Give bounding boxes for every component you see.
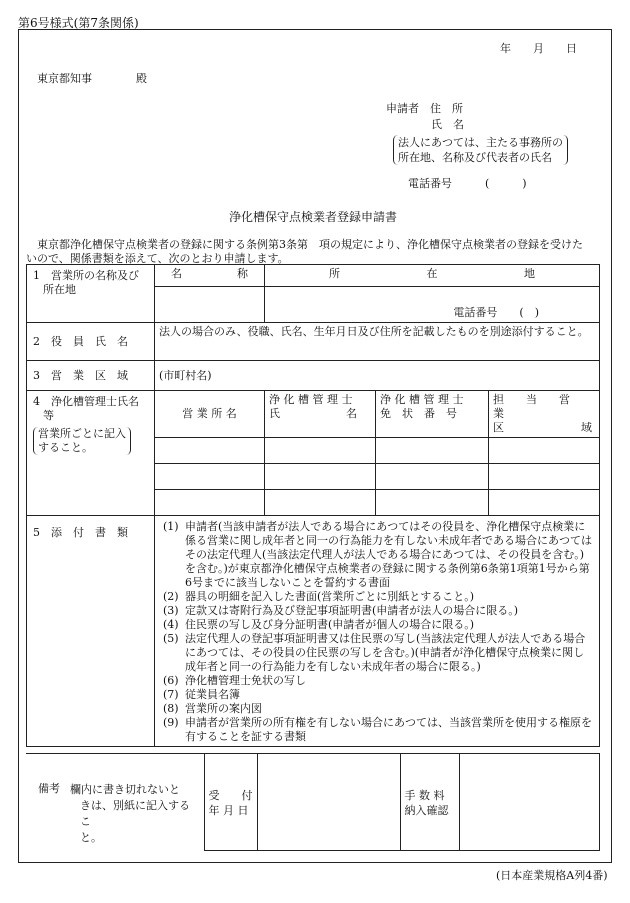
attachment-item (163, 674, 595, 688)
corp-note-line-2: 所在地、名称及び代表者の氏名 (398, 151, 552, 164)
paper-size-note: (日本産業規格A列4番) (496, 869, 608, 882)
attachment-item (163, 590, 595, 604)
manager-cell[interactable] (376, 438, 489, 464)
manager-cell[interactable] (489, 438, 600, 464)
officers-label: 2 役 員 氏 名 (27, 323, 155, 361)
received-date-label (204, 754, 257, 851)
manager-cell[interactable] (265, 490, 376, 516)
applicant-name-label: 氏 名 (431, 118, 464, 131)
applicant-phone: 電話番号 ( ) (408, 177, 527, 190)
area-field[interactable] (155, 361, 600, 391)
manager-cell[interactable] (155, 464, 265, 490)
col-manager-name-1: 浄 化 槽 管 理 士 (269, 393, 353, 406)
fee-label-2: 納入確認 (404, 804, 449, 817)
attachment-text: 従業員名簿 (185, 688, 240, 701)
remarks-text-2: きは、別紙に記入するこ (80, 799, 190, 828)
received-label-2: 年 月 日 (208, 804, 249, 817)
attachment-num: (7) (163, 688, 179, 701)
attachment-num: (3) (163, 604, 179, 617)
fee-label-1: 手 数 料 (404, 789, 445, 802)
date-line: 年 月 日 (500, 42, 577, 55)
remarks-label: 備考 (38, 782, 60, 795)
attachment-item (163, 716, 595, 744)
managers-label-1: 4 浄化槽管理士氏名 (33, 395, 139, 408)
col-license-number (376, 391, 489, 438)
col-area-1: 担 当 営 業 (493, 393, 592, 420)
attachment-num: (8) (163, 702, 179, 715)
office-location-field[interactable] (265, 287, 600, 323)
managers-note (33, 427, 131, 455)
attachment-text: 住民票の写し及び身分証明書(申請者が個人の場合に限る。) (185, 618, 475, 631)
attachment-num: (4) (163, 618, 179, 631)
attachment-item (163, 520, 595, 590)
attachment-item (163, 702, 595, 716)
office-name-head-2: 称 (237, 267, 248, 280)
corp-note-bracket (393, 135, 568, 165)
office-label-cell (27, 265, 155, 323)
attachment-num: (6) (163, 674, 179, 687)
attachments-label: 5 添 付 書 類 (27, 516, 155, 747)
office-label-1: 1 営業所の名称及び (33, 269, 139, 282)
remarks-table (26, 753, 600, 851)
col-area (489, 391, 600, 438)
col-manager-name (265, 391, 376, 438)
fee-confirm-label (400, 754, 459, 851)
managers-label-cell (27, 391, 155, 516)
attachment-item (163, 604, 595, 618)
managers-note-1: 営業所ごとに記入 (38, 427, 126, 440)
col-office-name: 営 業 所 名 (155, 391, 265, 438)
attachment-text: 申請者(当該申請者が法人である場合にあつてはその役員を、浄化槽保守点検業に係る営業に関し成年者と同一の行為能力を有しない未成年者である場合にあつてはその法定代理人(当該法定代理人が法人である場合にあつては、その役員を含む。)を含む。)が東京都浄化槽保守点検業者の登録に関する条例第6条第1項第1号から第6号までに該当しないことを誓約する書面 (185, 520, 592, 589)
attachment-text: 器具の明細を記入した書面(営業所ごとに別紙とすること。) (185, 590, 475, 603)
office-phone: 電話番号 ( ) (453, 306, 539, 319)
attachment-num: (9) (163, 716, 179, 729)
manager-cell[interactable] (265, 464, 376, 490)
manager-cell[interactable] (376, 490, 489, 516)
office-location-head (265, 265, 600, 287)
area-label: 3 営 業 区 域 (27, 361, 155, 391)
received-label-1: 受 付 (208, 789, 253, 802)
attachment-item (163, 632, 595, 674)
area-hint: (市町村名) (159, 368, 212, 382)
attachment-text: 申請者が営業所の所有権を有しない場合にあつては、当該営業所を使用する権原を有することを証する書類 (185, 716, 592, 743)
col-license-number-2: 免 状 番 号 (380, 407, 457, 420)
col-license-number-1: 浄 化 槽 管 理 士 (380, 393, 464, 406)
page-title: 浄化槽保守点検業者登録申請書 (229, 210, 398, 224)
remarks-text (70, 782, 200, 846)
office-name-field[interactable] (155, 287, 265, 323)
office-loc-head-1: 所 (329, 267, 340, 280)
manager-cell[interactable] (376, 464, 489, 490)
manager-cell[interactable] (489, 490, 600, 516)
office-loc-head-3: 地 (524, 267, 535, 280)
intro-line-2: いので、関係書類を添えて、次のとおり申請します。 (26, 252, 289, 265)
manager-cell[interactable] (489, 464, 600, 490)
manager-cell[interactable] (155, 490, 265, 516)
office-name-head-1: 名 (171, 267, 182, 280)
attachment-num: (1) (163, 520, 179, 533)
attachment-text: 営業所の案内図 (185, 702, 262, 715)
fee-confirm-field[interactable] (459, 754, 599, 851)
attachment-num: (2) (163, 590, 179, 603)
manager-cell[interactable] (155, 438, 265, 464)
attachment-num: (5) (163, 632, 179, 645)
corp-note-line-1: 法人にあつては、主たる事務所の (398, 136, 563, 149)
attachment-text: 定款又は寄附行為及び登記事項証明書(申請者が法人の場合に限る。) (185, 604, 519, 617)
office-loc-head-2: 在 (426, 267, 438, 280)
attachments-list (155, 516, 600, 747)
intro-line-1: 東京都浄化槽保守点検業者の登録に関する条例第3条第 項の規定により、浄化槽保守点検業者の登録を受けた (37, 238, 583, 251)
applicant-address-label: 申請者 住 所 (386, 102, 463, 115)
received-date-field[interactable] (257, 754, 400, 851)
remarks-text-3: と。 (80, 831, 102, 844)
col-area-2: 区 域 (493, 421, 592, 434)
attachment-text: 浄化槽管理士免状の写し (185, 674, 306, 687)
form-id: 第6号様式(第7条関係) (18, 16, 139, 30)
managers-note-2: すること。 (38, 441, 93, 454)
remarks-text-1: 欄内に書き切れないと (70, 783, 180, 796)
application-table (26, 264, 600, 747)
managers-label-2: 等 (43, 409, 54, 422)
office-label-2: 所在地 (43, 283, 76, 296)
attachment-item (163, 618, 595, 632)
remarks-cell (26, 754, 204, 851)
attachment-text: 法定代理人の登記事項証明書又は住民票の写し(当該法定代理人が法人である場合にあつては、その役員の住民票の写しを含む。)(申請者が浄化槽保守点検業に関し成年者と同一の行為能力を有しない未成年者の場合に限る。) (185, 632, 586, 673)
col-manager-name-2: 氏 名 (269, 407, 357, 420)
office-name-head (155, 265, 265, 287)
addressee: 東京都知事 殿 (37, 72, 147, 85)
officers-note: 法人の場合のみ、役職、氏名、生年月日及び住所を記載したものを別途添付すること。 (155, 323, 600, 361)
attachment-item (163, 688, 595, 702)
manager-cell[interactable] (265, 438, 376, 464)
